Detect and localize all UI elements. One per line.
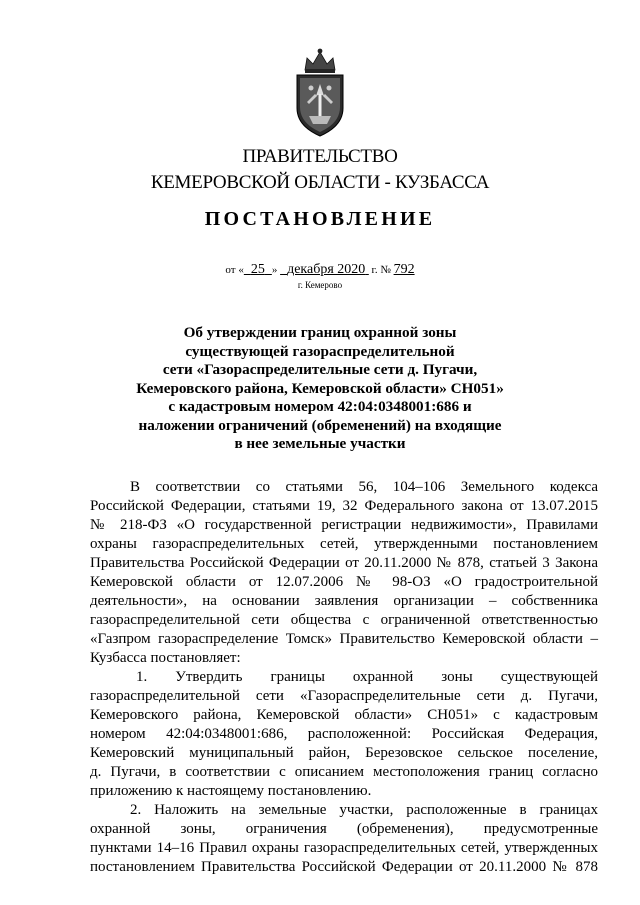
body-line: газораспределительной сети общества с ограниченной ответственностью <box>90 612 598 628</box>
city-label: г. Кемерово <box>297 280 343 290</box>
body-line: 1. Утвердить границы охранной зоны существующей <box>136 669 598 685</box>
body-line: пунктами 14–16 Правил охраны газораспределительных сетей, утвержденных <box>90 840 598 856</box>
title-line: Об утверждении границ охранной зоны <box>183 324 457 341</box>
body-line: Кемеровский муниципальный район, Березовское сельское поселение, <box>90 745 598 761</box>
body-line: Правительства Российской Федерации от 20.11.2000 № 878, статьей 3 Закона <box>90 555 598 571</box>
title-line: сети «Газораспределительные сети д. Пугачи, <box>162 361 478 378</box>
date-day: 25 <box>250 262 265 277</box>
coat-of-arms-emblem <box>291 44 349 140</box>
document-number: 792 <box>393 262 415 277</box>
title-line: с кадастровым номером 42:04:0348001:686 и <box>168 398 472 415</box>
body-line: Кузбасса постановляет: <box>90 650 241 666</box>
government-name-line2: КЕМЕРОВСКОЙ ОБЛАСТИ - КУЗБАССА <box>150 172 490 193</box>
date-prefix: от « <box>225 264 244 276</box>
title-line: Кемеровского района, Кемеровской области» СН051» <box>136 379 504 397</box>
body-line: постановлением Правительства Российской Федерации от 20.11.2000 № 878 <box>90 859 598 875</box>
document-type-title: ПОСТАНОВЛЕНИЕ <box>204 208 436 230</box>
government-name-line1: ПРАВИТЕЛЬСТВО <box>242 146 398 167</box>
body-line: охранной зоны, ограничения (обременения), предусмотренные <box>90 821 598 837</box>
body-line: «Газпром газораспределение Томск» Правительство Кемеровской области – <box>90 631 598 647</box>
body-line: охраны газораспределительных сетей, утвержденными постановлением <box>90 536 598 552</box>
body-line: газораспределительной сети «Газораспределительные сети д. Пугачи, <box>90 688 598 704</box>
body-line: 2. Наложить на земельные участки, расположенные в границах <box>130 802 598 818</box>
document-title <box>110 324 530 454</box>
body-line: № 218-ФЗ «О государственной регистрации недвижимости», Правилами <box>90 517 598 533</box>
body-line: деятельности», на основании заявления организации – собственника <box>90 593 598 609</box>
body-line: В соответствии со статьями 56, 104–106 Земельного кодекса <box>130 479 598 495</box>
date-sep: » <box>271 264 278 276</box>
title-line: наложении ограничений (обременений) на входящие <box>138 416 502 434</box>
number-label: г. № <box>371 264 391 276</box>
document-body <box>90 478 598 877</box>
title-line: в нее земельные участки <box>234 435 406 452</box>
body-line: д. Пугачи, в соответствии с описанием местоположения границ согласно <box>90 764 598 780</box>
date-month-year: декабря 2020 <box>287 262 366 277</box>
body-line: номером 42:04:0348001:686, расположенной: Российская Федерация, <box>90 726 598 742</box>
body-line: Кемеровской области от 12.07.2006 № 98-ОЗ «О градостроительной <box>90 574 598 590</box>
title-line: существующей газораспределительной <box>185 342 455 360</box>
date-number-line <box>0 262 640 278</box>
body-line: приложению к настоящему постановлению. <box>90 783 372 799</box>
body-line: Кемеровского района, Кемеровской области» СН051» с кадастровым <box>90 707 598 723</box>
body-line: Российской Федерации, статьями 19, 32 Федерального закона от 13.07.2015 <box>90 498 598 514</box>
